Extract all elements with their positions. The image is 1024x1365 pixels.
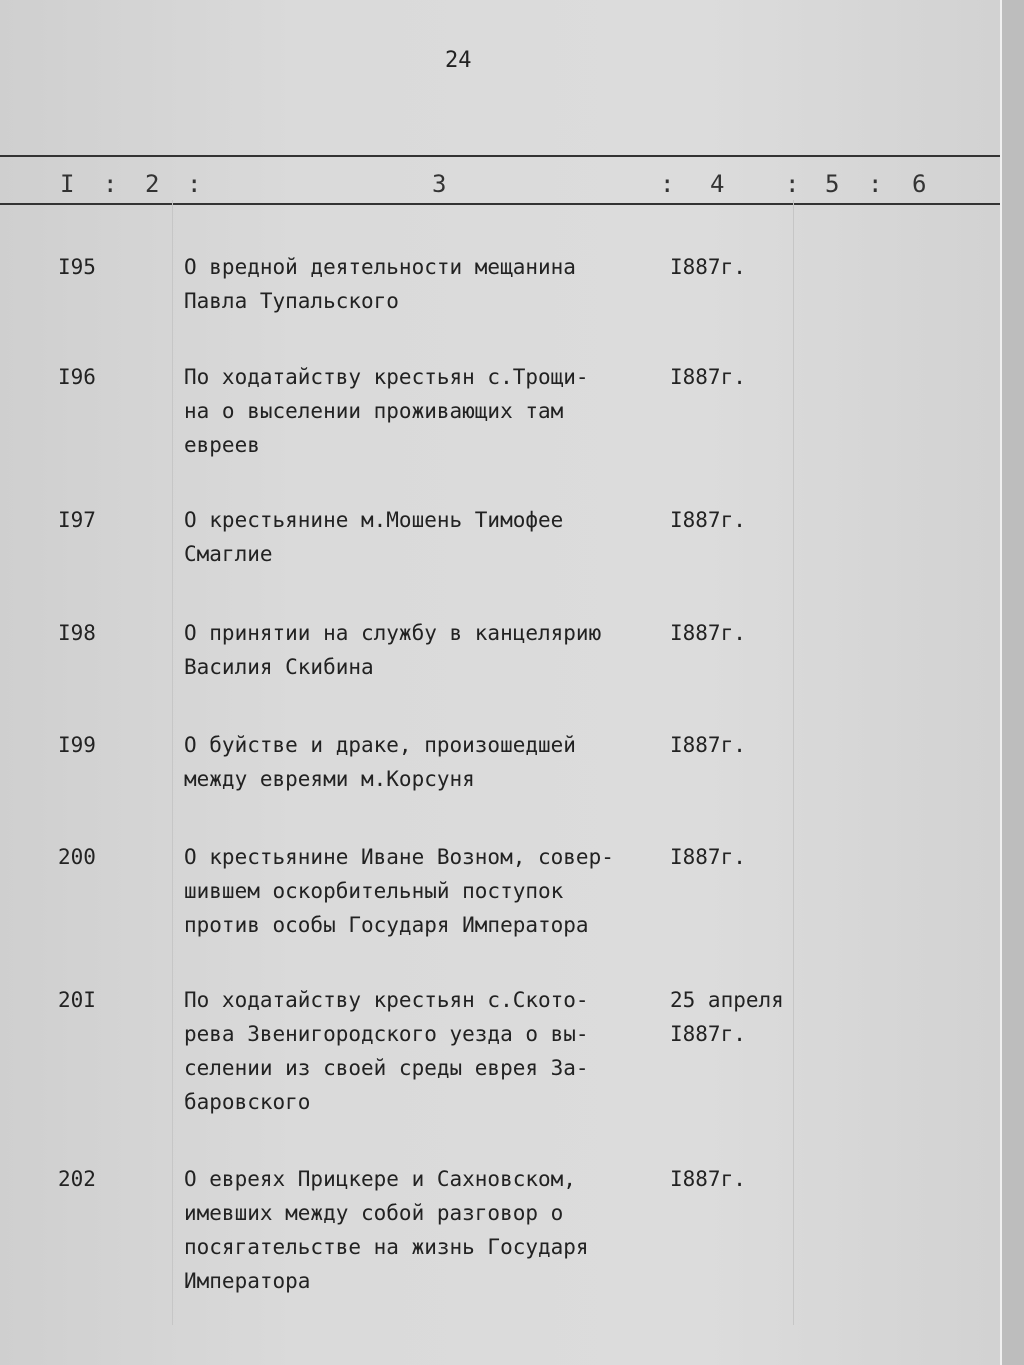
page-number: 24 [445, 48, 472, 73]
entry-title: О принятии на службу в канцелярию Василия Скибина [184, 621, 602, 679]
entry-number: 200 [58, 845, 96, 869]
entry-date: I887г. [670, 845, 746, 869]
column-separator: : [103, 170, 118, 198]
entry-date: I887г. [670, 255, 746, 279]
entry-number: I99 [58, 733, 96, 757]
column-header-5: 5 [825, 170, 840, 198]
column-header-4: 4 [710, 170, 725, 198]
header-top-rule [0, 155, 1000, 157]
entry-title: О буйстве и драке, произошедшей между евреями м.Корсуня [184, 733, 576, 791]
column-header-6: 6 [912, 170, 927, 198]
column-header-1: I [60, 170, 75, 198]
entry-number: 20I [58, 988, 96, 1012]
entry-number: I95 [58, 255, 96, 279]
entry-number: I97 [58, 508, 96, 532]
page-edge [1000, 0, 1024, 1365]
column-divider [172, 200, 173, 1325]
entry-number: 202 [58, 1167, 96, 1191]
entry-number: I96 [58, 365, 96, 389]
entry-title: О крестьянине м.Мошень Тимофее Смаглие [184, 508, 564, 566]
entry-date: I887г. [670, 508, 746, 532]
entry-title: По ходатайству крестьян с.Трощи- на о выселении проживающих там евреев [184, 365, 589, 457]
entry-title: По ходатайству крестьян с.Ското- рева Звенигородского уезда о вы- селении из своей среды еврея За- баровского [184, 988, 589, 1114]
entry-title: О вредной деятельности мещанина Павла Тупальского [184, 255, 576, 313]
entry-date: I887г. [670, 733, 746, 757]
column-separator: : [785, 170, 800, 198]
column-header-2: 2 [145, 170, 160, 198]
entry-date: I887г. [670, 621, 746, 645]
column-header-3: 3 [432, 170, 447, 198]
entry-date: I887г. [670, 1167, 746, 1191]
column-separator: : [660, 170, 675, 198]
header-bottom-rule [0, 203, 1000, 205]
column-separator: : [187, 170, 202, 198]
entry-date: 25 апреля I887г. [670, 988, 784, 1046]
column-divider [793, 200, 794, 1325]
entry-date: I887г. [670, 365, 746, 389]
entry-title: О евреях Прицкере и Сахновском, имевших между собой разговор о посягательстве на жизнь Государя Императора [184, 1167, 589, 1293]
column-separator: : [868, 170, 883, 198]
entry-number: I98 [58, 621, 96, 645]
entry-title: О крестьянине Иване Возном, совер- шившем оскорбительный поступок против особы Государя Императора [184, 845, 614, 937]
